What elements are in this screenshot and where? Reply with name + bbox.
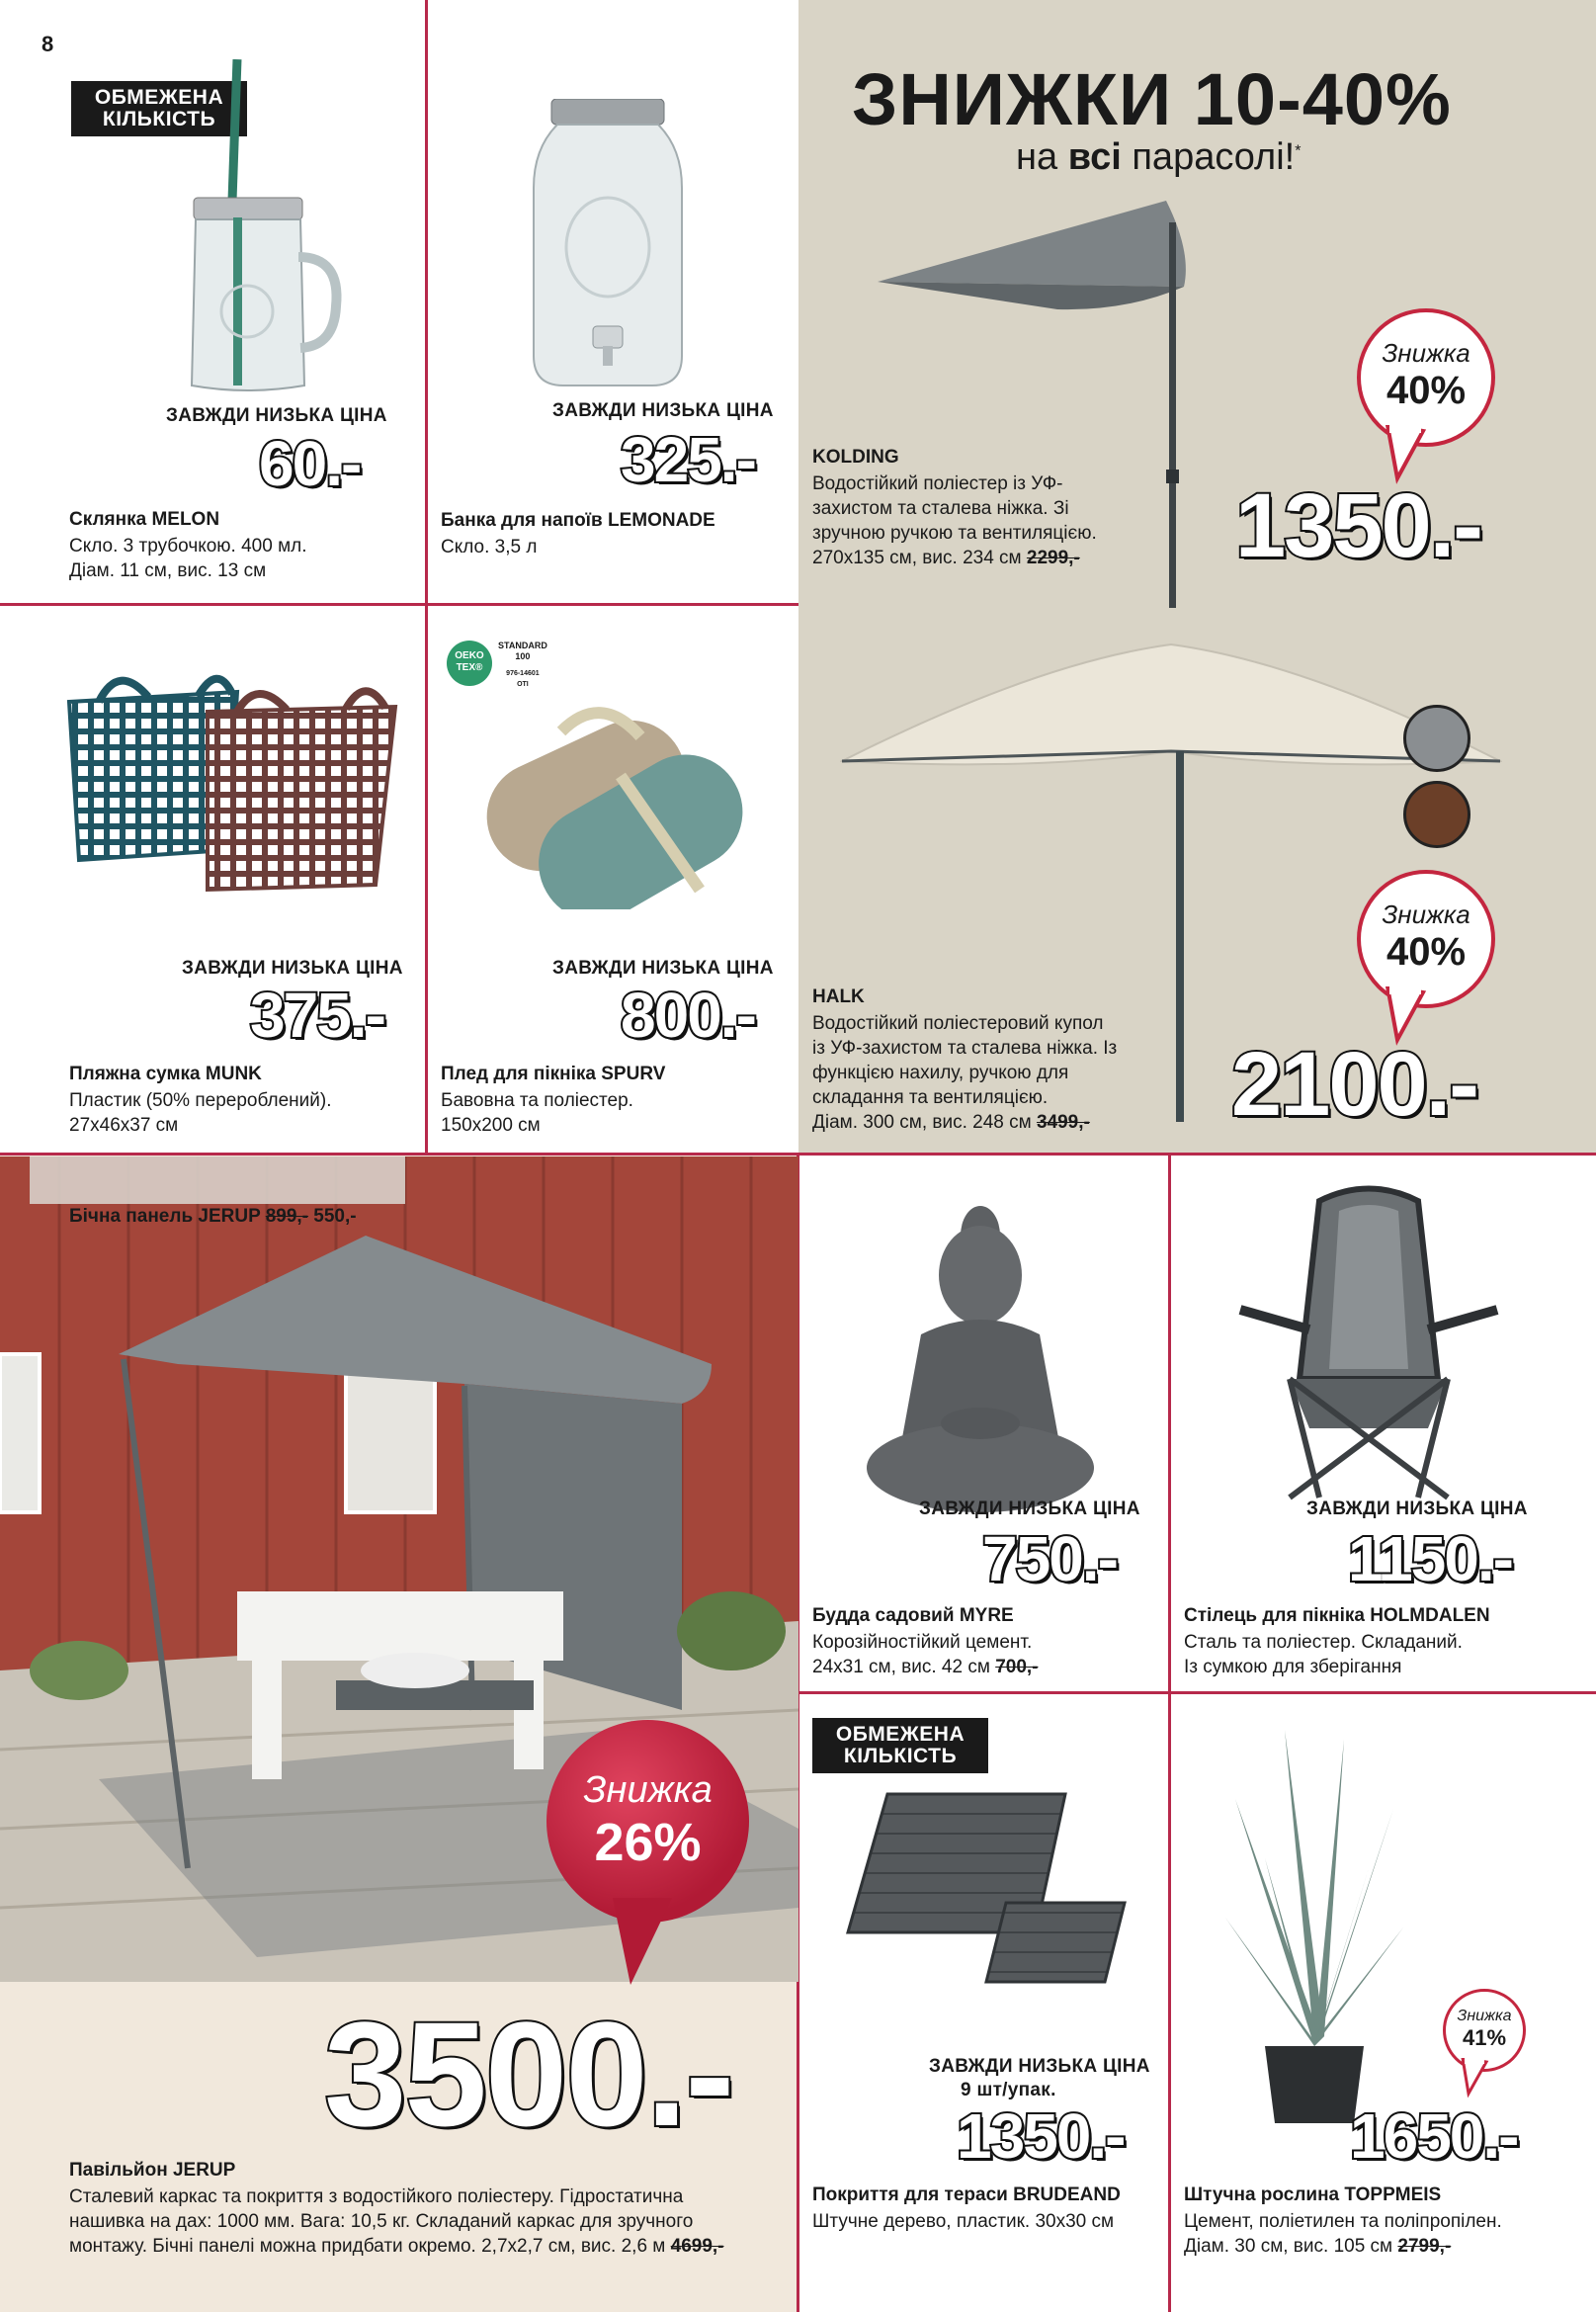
brudeand-pack: 9 шт/упак.: [961, 2080, 1056, 2100]
halk-name: HALK: [812, 986, 865, 1007]
melon-price: 60.-: [259, 428, 361, 499]
umbrella-banner-title: ЗНИЖКИ 10-40%: [852, 58, 1452, 140]
myre-buddha-image: [862, 1196, 1099, 1512]
lemonade-price: 325.-: [621, 424, 755, 495]
myre-price: 750.-: [982, 1523, 1117, 1594]
spurv-name: Плед для пікніка SPURV: [441, 1064, 666, 1084]
oeko-tex-logo: OEKO TEX® STANDARD 100 976-14601 OTI: [447, 641, 575, 688]
page-number: 8: [42, 32, 54, 56]
kolding-desc: Водостійкий поліестер із УФ- захистом та сталева ніжка. Зі зручною ручкою та вентиляцією. 270x135 см, вис. 234 см 2299,-: [812, 473, 1097, 568]
umbrella-banner-subtitle: на всі парасолі!*: [1016, 136, 1302, 178]
low-price-label: ЗАВЖДИ НИЗЬКА ЦІНА: [929, 2056, 1150, 2077]
halk-price: 2100.-: [1231, 1034, 1477, 1135]
low-price-label: ЗАВЖДИ НИЗЬКА ЦІНА: [552, 400, 774, 421]
holmdalen-chair-image: [1230, 1181, 1507, 1507]
munk-desc: Пластик (50% перероблений). 27x46x37 см: [69, 1090, 332, 1136]
kolding-discount-badge: Знижка 40%: [1357, 308, 1495, 447]
lemonade-name: Банка для напоїв LEMONADE: [441, 510, 715, 531]
myre-desc: Корозійностійкий цемент. 24x31 см, вис. 42 см 700,-: [812, 1632, 1039, 1677]
limited-quantity-badge: ОБМЕЖЕНА КІЛЬКІСТЬ: [71, 81, 247, 136]
halk-desc: Водостійкий поліестеровий купол із УФ-захистом та сталева ніжка. Із функцією нахилу, ручкою для складання та вентиляцією. Діам. 300 см, вис. 248 см 3499,-: [812, 1013, 1118, 1133]
melon-glass-image: [178, 59, 346, 395]
toppmeis-price: 1650.-: [1350, 2100, 1518, 2172]
jerup-price: 3500.-: [324, 1991, 733, 2157]
munk-basket-image: [59, 652, 415, 899]
low-price-label: ЗАВЖДИ НИЗЬКА ЦІНА: [552, 958, 774, 979]
halk-discount-badge: Знижка 40%: [1357, 870, 1495, 1008]
munk-name: Пляжна сумка MUNK: [69, 1064, 262, 1084]
spurv-desc: Бавовна та поліестер. 150x200 см: [441, 1090, 633, 1136]
brudeand-price: 1350.-: [957, 2100, 1125, 2172]
toppmeis-name: Штучна рослина TOPPMEIS: [1184, 2184, 1442, 2205]
brudeand-desc: Штучне дерево, пластик. 30x30 см: [812, 2211, 1115, 2232]
toppmeis-desc: Цемент, поліетилен та поліпропілен. Діам. 30 см, вис. 105 см 2799,-: [1184, 2211, 1502, 2257]
brudeand-name: Покриття для тераси BRUDEAND: [812, 2184, 1121, 2205]
brown-color-swatch[interactable]: [1403, 781, 1470, 848]
spurv-price: 800.-: [621, 980, 755, 1051]
spurv-blanket-image: [472, 682, 759, 909]
low-price-label: ЗАВЖДИ НИЗЬКА ЦІНА: [1306, 1499, 1528, 1519]
low-price-label: ЗАВЖДИ НИЗЬКА ЦІНА: [166, 405, 387, 426]
brudeand-tiles-image: [828, 1784, 1144, 2002]
jerup-discount-badge: Знижка 26%: [546, 1720, 749, 1923]
holmdalen-price: 1150.-: [1348, 1523, 1512, 1594]
myre-name: Будда садовий MYRE: [812, 1605, 1014, 1626]
jerup-side-panel-label: Бічна панель JERUP 899,- 550,-: [69, 1206, 357, 1227]
jerup-name: Павільйон JERUP: [69, 2160, 236, 2181]
low-price-label: ЗАВЖДИ НИЗЬКА ЦІНА: [919, 1499, 1140, 1519]
toppmeis-discount-badge: Знижка 41%: [1443, 1989, 1526, 2072]
low-price-label: ЗАВЖДИ НИЗЬКА ЦІНА: [182, 958, 403, 979]
grey-color-swatch[interactable]: [1403, 705, 1470, 772]
lemonade-desc: Скло. 3,5 л: [441, 537, 538, 557]
holmdalen-name: Стілець для пікніка HOLMDALEN: [1184, 1605, 1490, 1626]
limited-quantity-badge: ОБМЕЖЕНА КІЛЬКІСТЬ: [812, 1718, 988, 1773]
melon-desc: Скло. 3 трубочкою. 400 мл. Діам. 11 см, вис. 13 см: [69, 536, 307, 581]
toppmeis-plant-image: [1225, 1720, 1403, 2125]
kolding-price: 1350.-: [1235, 475, 1481, 576]
jerup-desc: Сталевий каркас та покриття з водостійкого поліестеру. Гідростатична нашивка на дах: 1000 мм. Вага: 10,5 кг. Складаний каркас для зручного монтажу. Бічні панелі можна придбати окремо. 2,7x2,7 см, вис. 2,6 м 4699,-: [69, 2186, 724, 2257]
melon-name: Склянка MELON: [69, 509, 220, 530]
lemonade-jar-image: [524, 99, 692, 390]
munk-price: 375.-: [250, 980, 384, 1051]
kolding-name: KOLDING: [812, 447, 899, 468]
holmdalen-desc: Сталь та поліестер. Складаний. Із сумкою для зберігання: [1184, 1632, 1463, 1677]
